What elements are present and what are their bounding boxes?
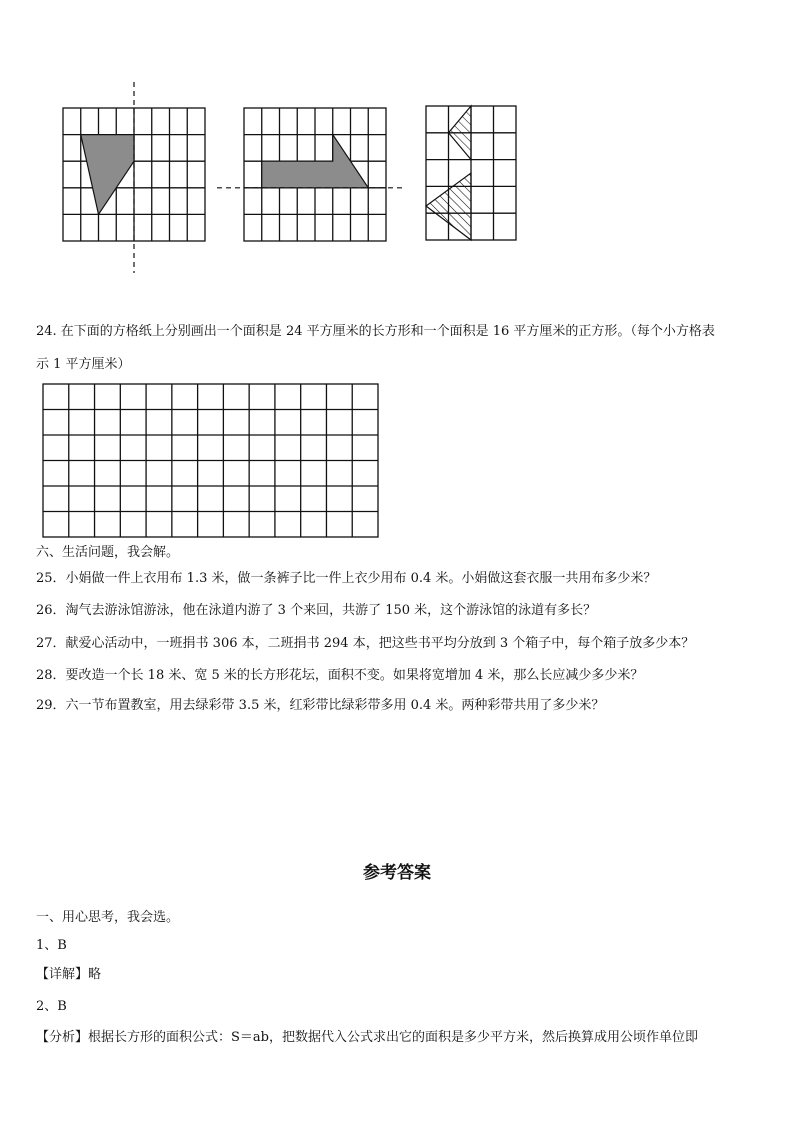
hatched-figure-3	[420, 100, 525, 245]
answer-1: 1、B	[36, 938, 67, 953]
answer-2-analysis: 【分析】根据长方形的面积公式：S＝ab，把数据代入公式求出它的面积是多少平方米，然后换算成用公顷作单位即	[36, 1030, 698, 1045]
hatched-triangle-top	[449, 106, 472, 160]
problem-27: 27．献爱心活动中，一班捐书 306 本，二班捐书 294 本，把这些书平均分放到 3 个箱子中，每个箱子放多少本？	[36, 636, 695, 651]
problem-29: 29．六一节布置教室，用去绿彩带 3.5 米，红彩带比绿彩带多用 0.4 米。两种彩带共用了多少米？	[36, 698, 605, 713]
answers-section-1: 一、用心思考，我会选。	[36, 910, 180, 925]
answer-2: 2、B	[36, 999, 67, 1014]
question-24-line1: 24. 在下面的方格纸上分别画出一个面积是 24 平方厘米的长方形和一个面积是 16 平方厘米的正方形。（每个小方格表	[36, 324, 715, 339]
section-6-title: 六、生活问题，我会解。	[36, 545, 180, 560]
answer-1-detail: 【详解】略	[36, 967, 102, 982]
symmetry-figure-1	[55, 80, 215, 275]
problem-26: 26．淘气去游泳馆游泳，他在泳道内游了 3 个来回，共游了 150 米，这个游泳馆的泳道有多长？	[36, 603, 597, 618]
question-24-line2: 示 1 平方厘米）	[36, 357, 131, 372]
symmetry-figure-2	[215, 100, 410, 245]
answers-title: 参考答案	[363, 863, 431, 883]
shaded-shape	[81, 135, 134, 215]
problem-25: 25．小娟做一件上衣用布 1.3 米，做一条裤子比一件上衣少用布 0.4 米。小娟做这套衣服一共用布多少米？	[36, 571, 657, 586]
answer-grid[interactable]	[42, 383, 382, 540]
problem-28: 28．要改造一个长 18 米、宽 5 米的长方形花坛，面积不变。如果将宽增加 4 米，那么长应减少多少米？	[36, 668, 644, 683]
